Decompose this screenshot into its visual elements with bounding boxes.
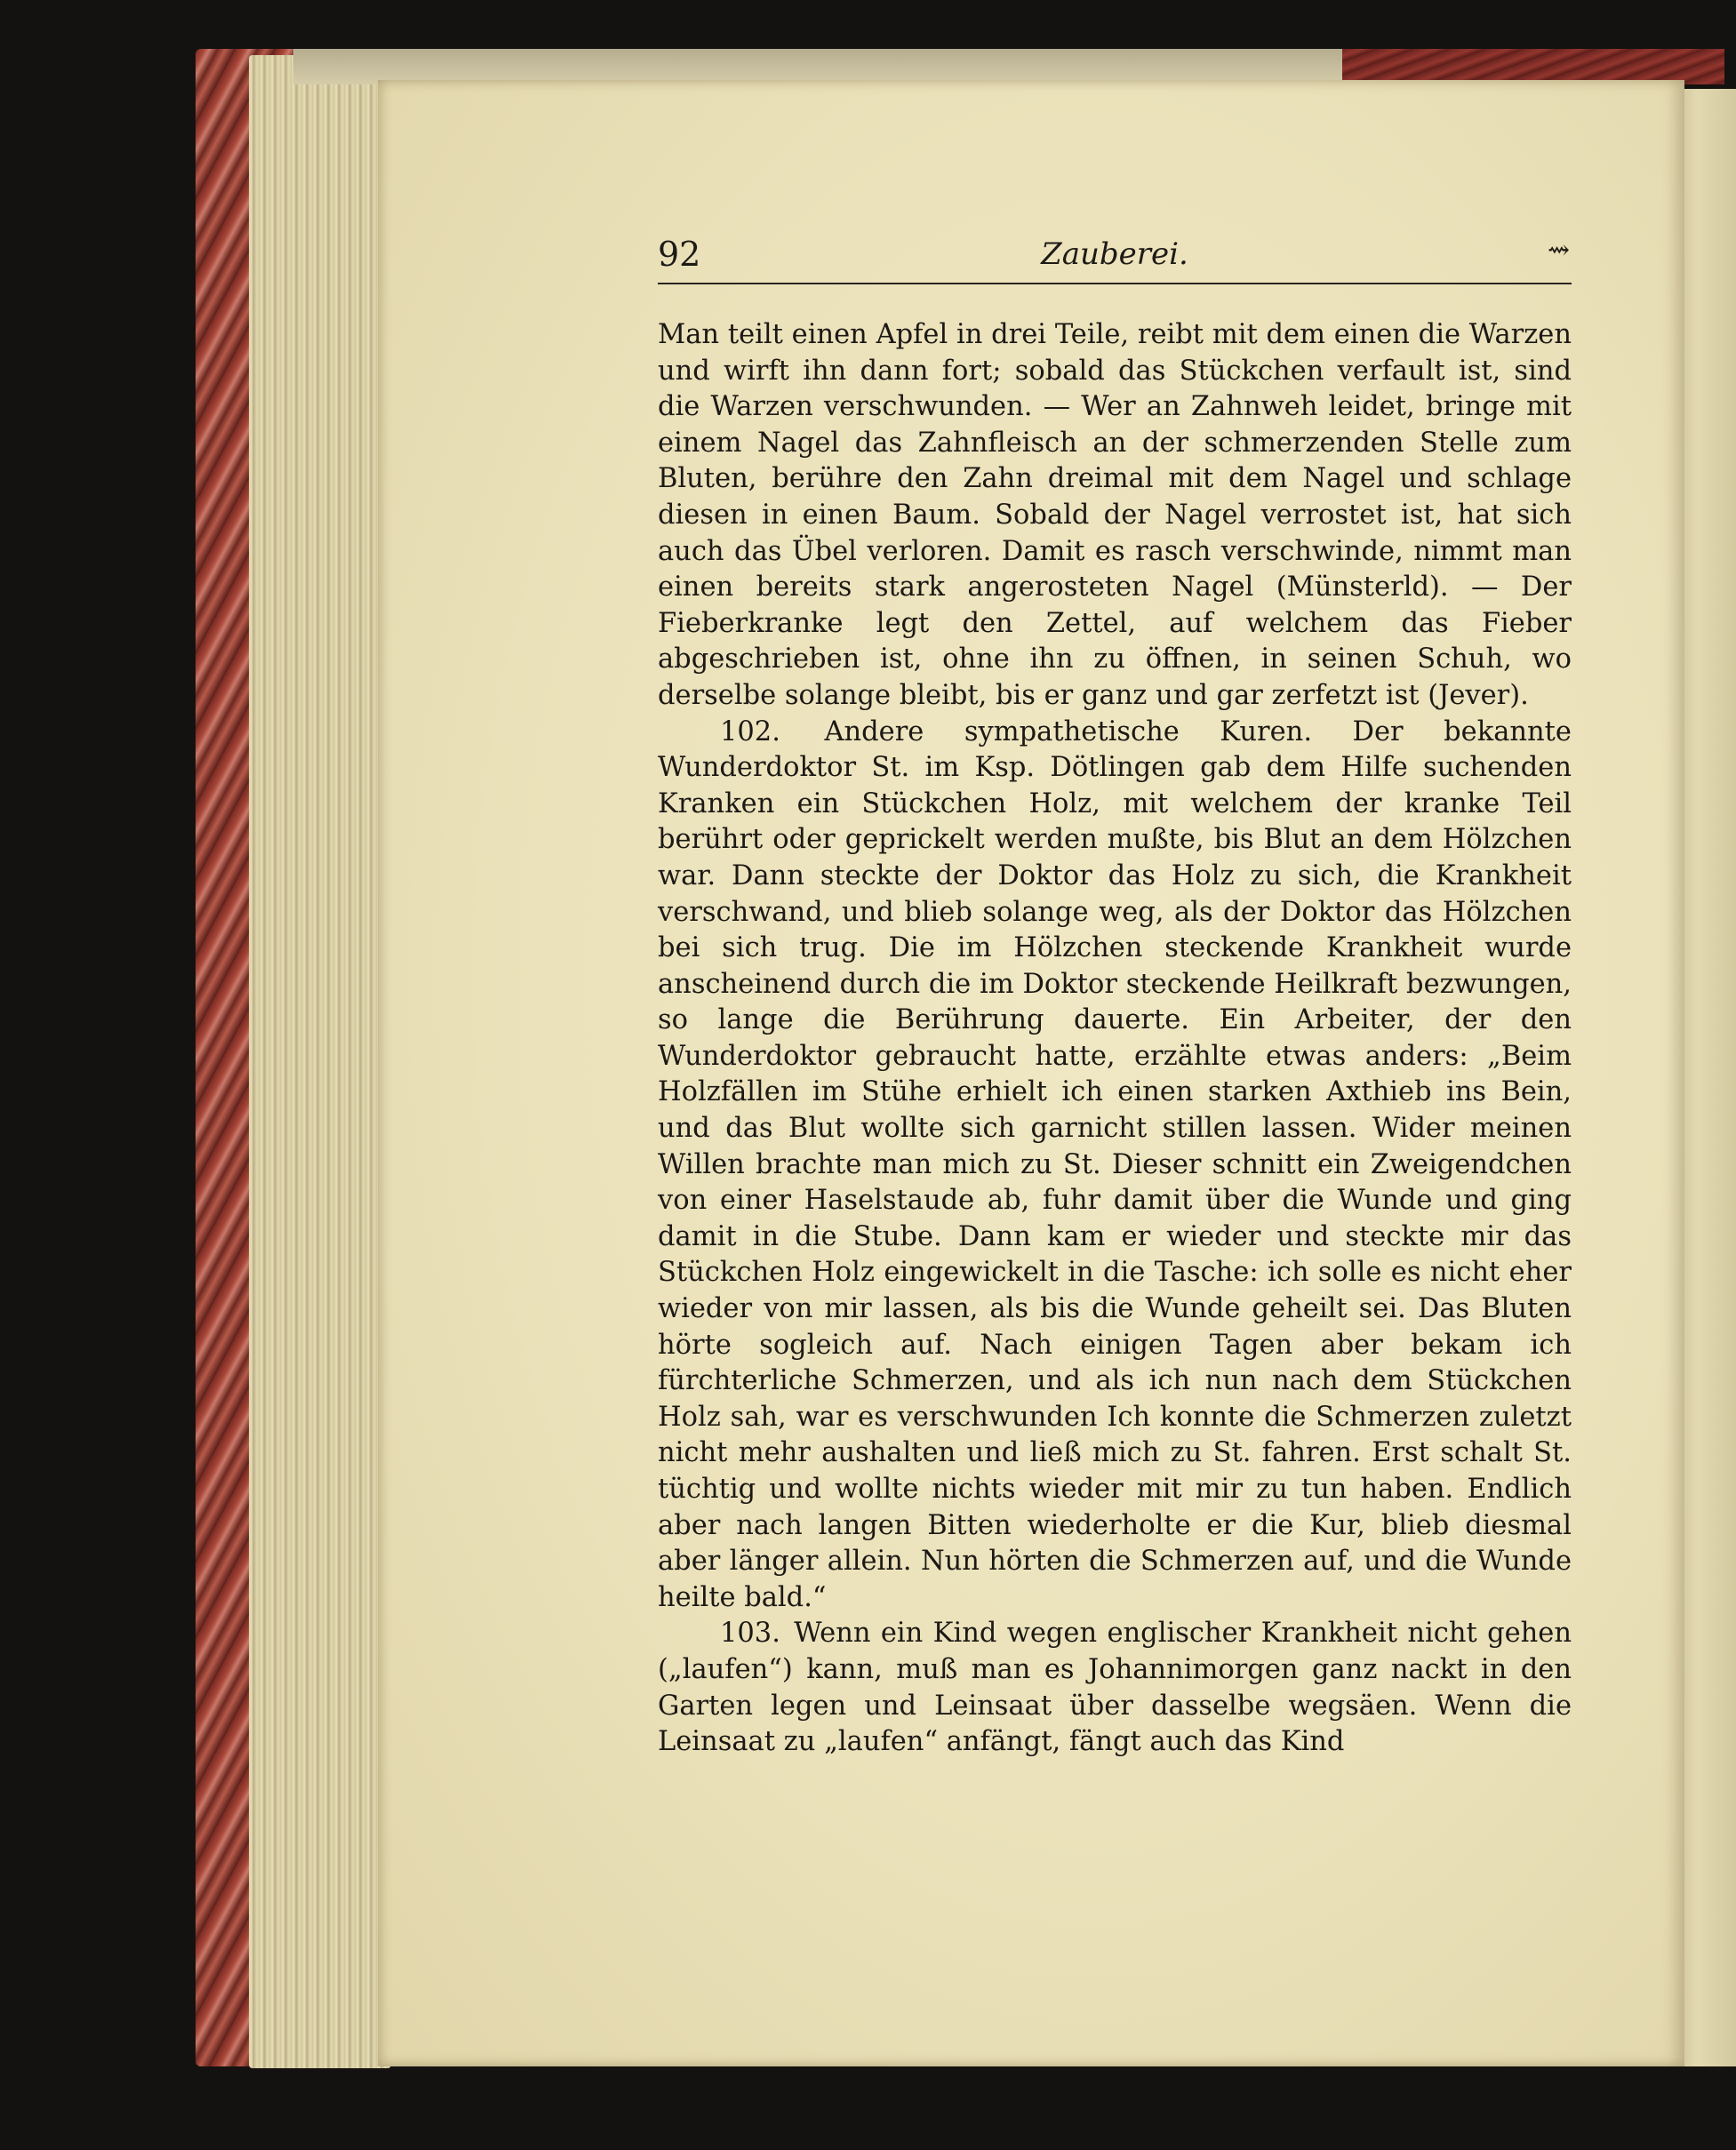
page-edges bbox=[249, 55, 391, 2068]
top-cover-strip bbox=[1342, 49, 1724, 84]
paragraph-continued bbox=[658, 317, 1572, 715]
paragraph-103 bbox=[658, 1616, 1572, 1760]
corner-mark: ⇝ bbox=[1547, 235, 1570, 266]
body-text bbox=[658, 317, 1572, 1761]
paragraph-text: Wenn ein Kind wegen englischer Krankheit nicht gehen („laufen“) kann, muß man es Johannimorgen ganz nackt in den Garten legen und Leinsaat über dasselbe wegsäen. Wenn die Leinsaat zu „laufen“ anfängt, fängt auch das Kind bbox=[658, 1618, 1572, 1758]
paragraph-number: 103. bbox=[720, 1618, 780, 1650]
page-number: 92 bbox=[658, 235, 701, 274]
paragraph-number: 102. bbox=[720, 715, 780, 747]
paragraph-text: Man teilt einen Apfel in drei Teile, reibt mit dem einen die Warzen und wirft ihn dann fort; sobald das Stückchen verfault ist, sind die Warzen verschwunden. — Wer an Zahnweh leidet, bringe mit einem Nagel das Zahnfleisch an der schmerzenden Stelle zum Bluten, berühre den Zahn dreimal mit dem Nagel und schlage diesen in einen Baum. Sobald der Nagel verrostet ist, hat sich auch das Übel verloren. Damit es rasch verschwinde, nimmt man einen bereits stark angerosteten Nagel (Münsterld). — Der Fieberkranke legt den Zettel, auf welchem das Fieber abgeschrieben ist, ohne ihn zu öffnen, in seinen Schuh, wo derselbe solange bleibt, bis er ganz und gar zerfetzt ist (Jever). bbox=[658, 319, 1572, 711]
running-head: Zauberei. bbox=[1041, 236, 1188, 272]
paragraph-text: Andere sympathetische Kuren. Der bekannte Wunderdoktor St. im Ksp. Dötlingen gab dem Hilfe suchenden Kranken ein Stückchen Holz, mit welchem der kranke Teil berührt oder geprickelt werden mußte, bis Blut an dem Hölzchen war. Dann steckte der Doktor das Holz zu sich, die Krankheit verschwand, und blieb solange weg, als der Doktor das Hölzchen bei sich trug. Die im Hölzchen steckende Krankheit wurde anscheinend durch die im Doktor steckende Heilkraft bezwungen, so lange die Berührung dauerte. Ein Arbeiter, der den Wunderdoktor gebraucht hatte, erzählte etwas anders: „Beim Holzfällen im Stühe erhielt ich einen starken Axthieb ins Bein, und das Blut wollte sich garnicht stillen lassen. Wider meinen Willen brachte man mich zu St. Dieser schnitt ein Zweigendchen von einer Haselstaude ab, fuhr damit über die Wunde und ging damit in die Stube. Dann kam er wieder und steckte mir das Stückchen Holz eingewickelt in die Tasche: ich solle es nicht eher wieder von mir lassen, als bis die Wunde geheilt sei. Das Bluten hörte sogleich auf. Nach einigen Tagen aber bekam ich fürchterliche Schmerzen, und als ich nun nach dem Stückchen Holz sah, war es verschwunden Ich konnte die Schmerzen zuletzt nicht mehr aushalten und ließ mich zu St. fahren. Erst schalt St. tüchtig und wollte nichts wieder mit mir zu tun haben. Endlich aber nach langen Bitten wiederholte er die Kur, blieb diesmal aber länger allein. Nun hörten die Schmerzen auf, und die Wunde heilte bald.“ bbox=[658, 715, 1572, 1613]
page-header bbox=[658, 233, 1572, 284]
paragraph-102 bbox=[658, 715, 1572, 1617]
